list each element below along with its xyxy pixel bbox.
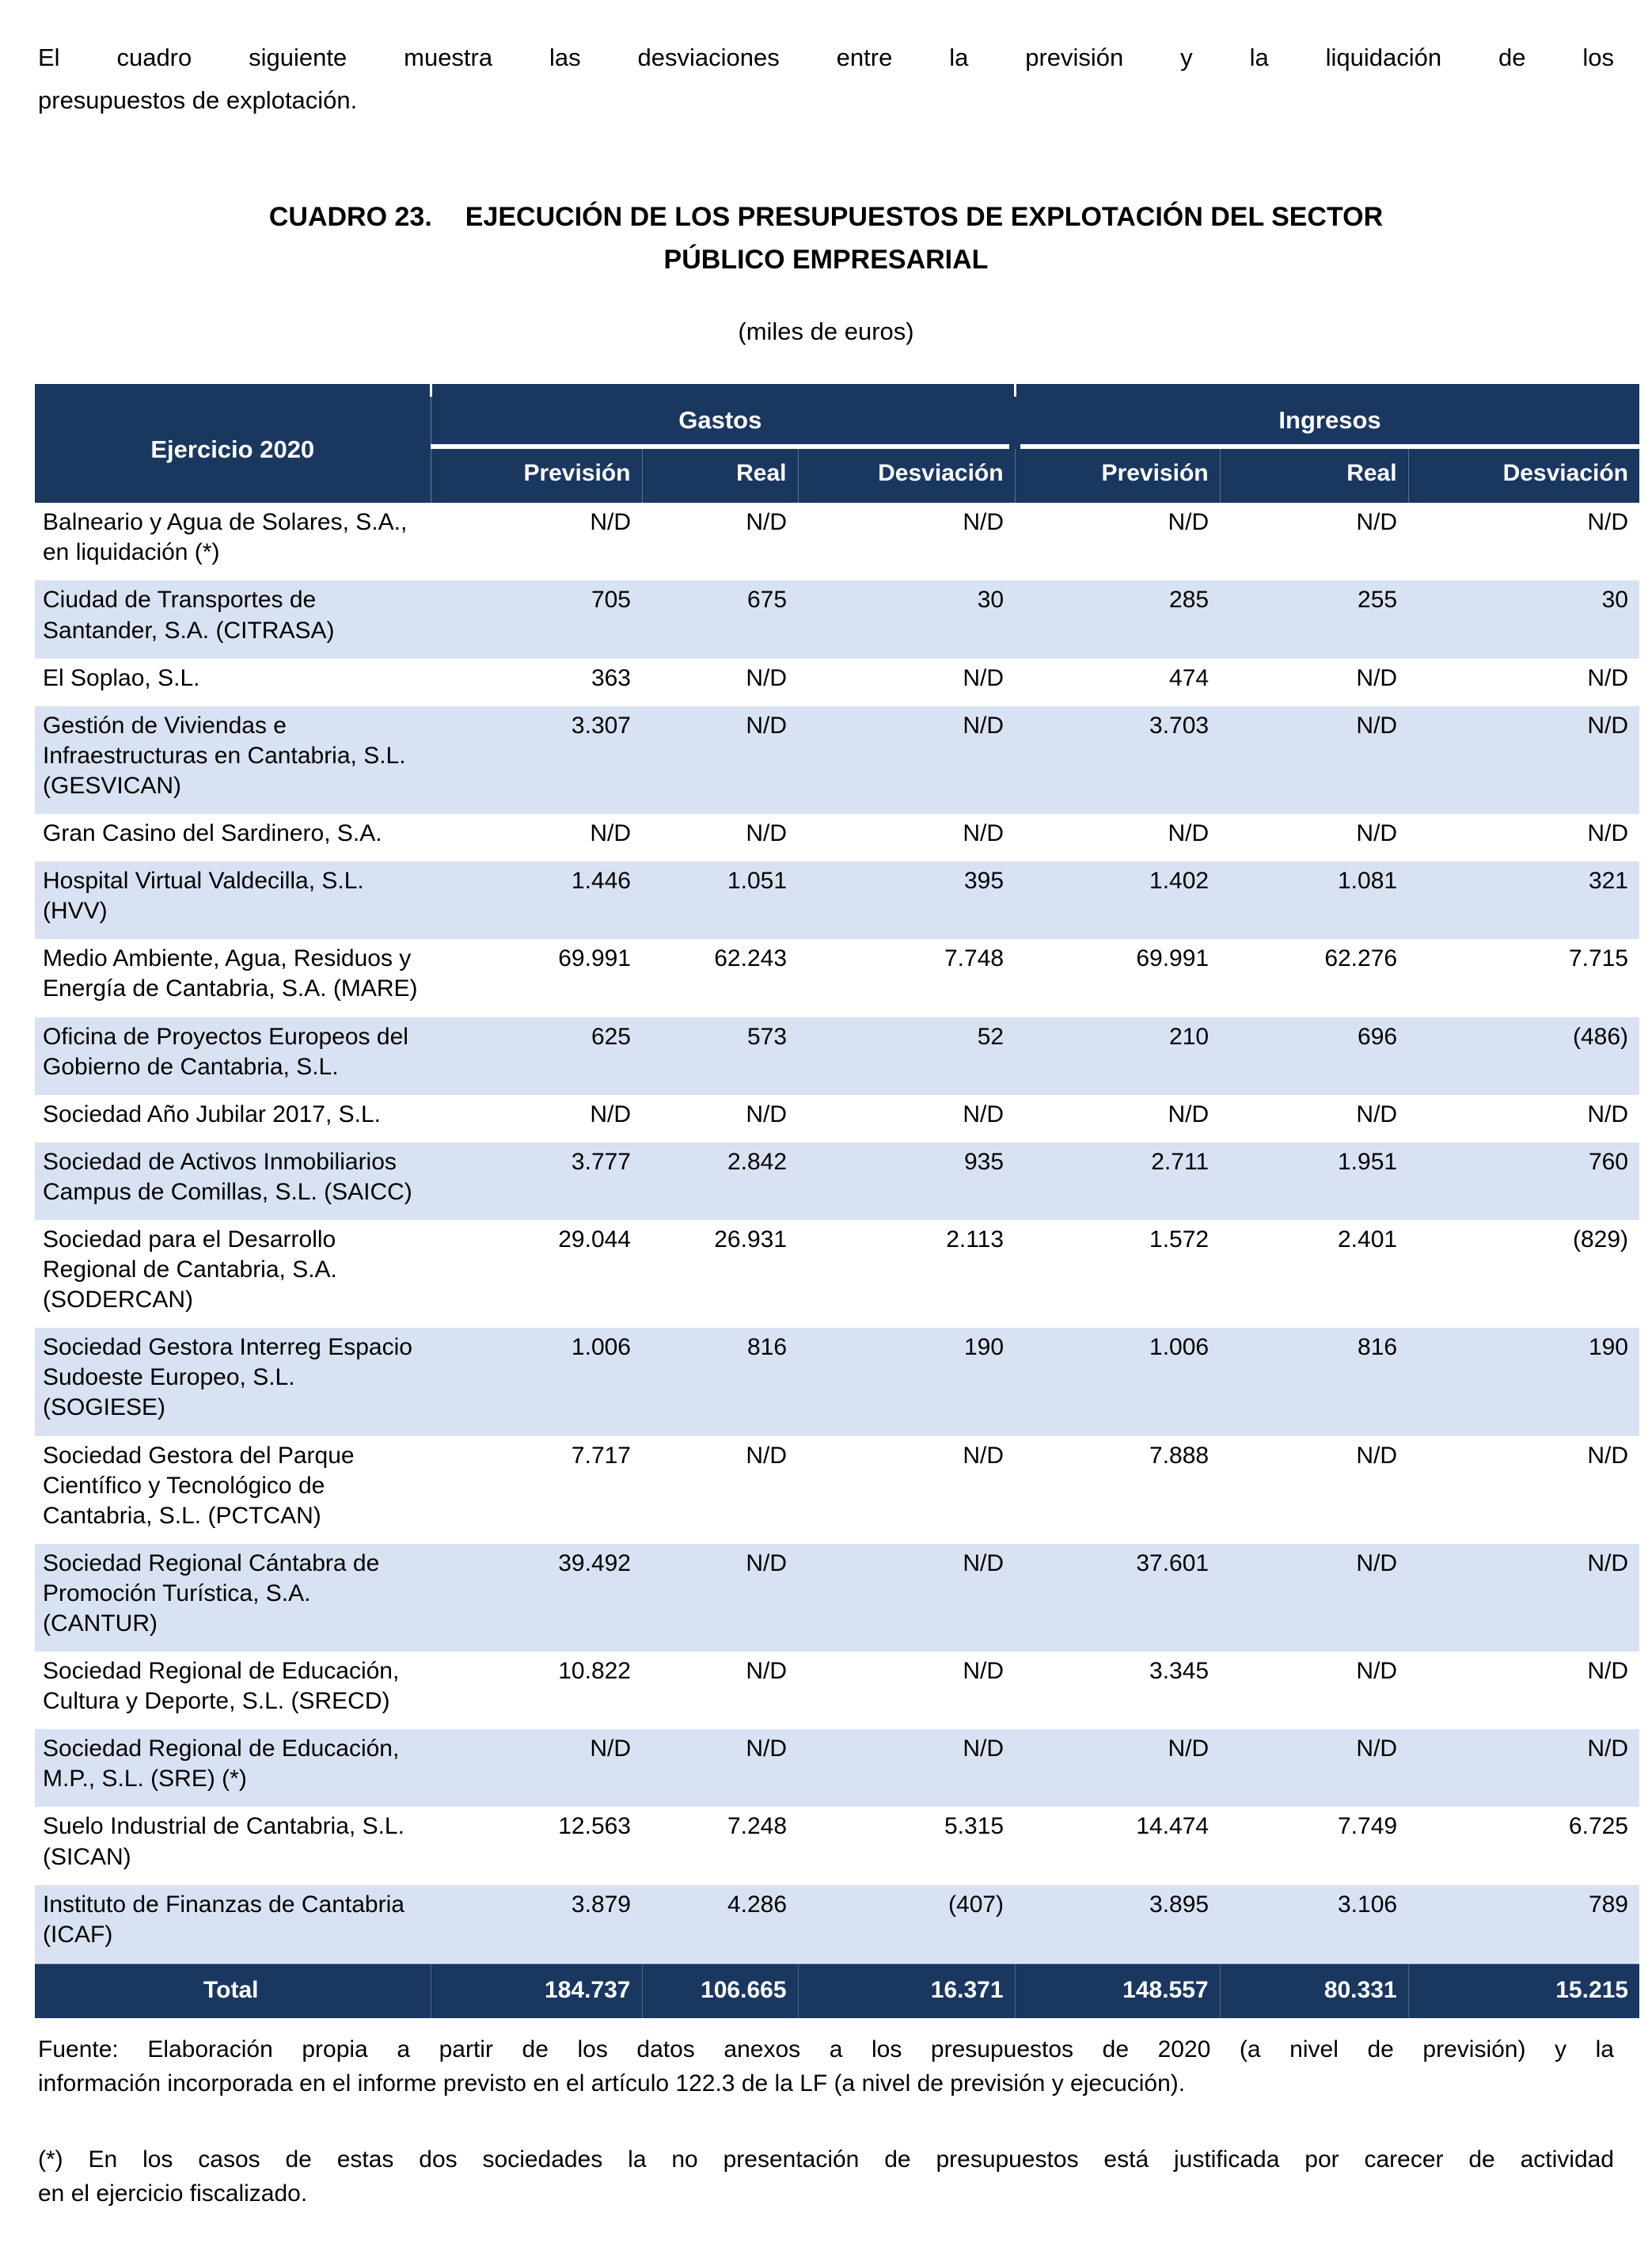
table-row [35,1729,1639,1807]
execution-budget-table [35,384,1639,2018]
value-cell: 7.748 [944,945,1004,972]
value-cell: 2.842 [642,1142,798,1220]
value-cell: 1.572 [1149,1226,1210,1253]
value-cell: 210 [1015,1017,1220,1095]
value-cell: N/D [963,1658,1004,1685]
value-cell: 26.931 [714,1226,788,1253]
table-row [35,814,1639,861]
value-cell: N/D [1220,1729,1408,1807]
subheader-ingresos-real: Real [1220,447,1408,503]
value-cell: N/D [746,820,788,847]
value-cell: 37.601 [1015,1544,1220,1652]
value-cell: 816 [1220,1328,1408,1435]
entity-name: Sociedad para el Desarrollo Regional de Cantabria, S.A. (SODERCAN) [43,1226,337,1313]
header-top-strip [35,384,1639,397]
value-cell: N/D [590,509,631,536]
value-cell: 705 [431,580,642,658]
value-cell: 62.243 [714,945,788,972]
value-cell: N/D [746,1442,788,1469]
group-header-gastos: Gastos [431,397,1015,447]
entity-name: Suelo Industrial de Cantabria, S.L. (SICAN) [43,1813,404,1870]
value-cell: N/D [1356,1442,1398,1469]
value-cell: 3.879 [431,1885,642,1964]
value-cell: N/D [1587,1101,1628,1127]
value-cell: 39.492 [431,1544,642,1652]
value-cell: N/D [963,1101,1004,1127]
value-cell: N/D [1220,706,1408,814]
total-ingresos-desviacion: 15.215 [1408,1964,1639,2018]
value-cell: 52 [798,1017,1015,1095]
total-row [35,1964,1639,2018]
asterisk-note [38,2142,1614,2211]
total-ingresos-real: 80.331 [1220,1964,1408,2018]
table-row [35,1142,1639,1220]
table-header [35,384,1639,503]
value-cell: 7.715 [1568,945,1628,972]
entity-name: Sociedad Regional Cántabra de Promoción Turística, S.A. (CANTUR) [35,1544,431,1652]
table-row [35,1544,1639,1652]
table-footer [35,1964,1639,2018]
value-cell: N/D [1356,820,1398,847]
strip-corner [35,384,431,397]
value-cell: N/D [1587,820,1628,847]
value-cell: N/D [798,706,1015,814]
value-cell: N/D [431,1729,642,1807]
value-cell: 14.474 [1136,1813,1210,1840]
value-cell: 3.777 [431,1142,642,1220]
value-cell: 30 [1408,580,1639,658]
group-header-ingresos: Ingresos [1015,397,1639,447]
value-cell: N/D [1587,1658,1628,1685]
table-row [35,503,1639,580]
total-gastos-desviacion: 16.371 [798,1964,1015,2018]
value-cell: 7.717 [571,1442,631,1469]
table-title [35,196,1617,282]
value-cell: 7.248 [727,1813,788,1840]
table-row [35,861,1639,939]
value-cell: 1.006 [1015,1328,1220,1435]
value-cell: N/D [1168,820,1210,847]
value-cell: N/D [746,509,788,536]
value-cell: 3.703 [1015,706,1220,814]
value-cell: 573 [642,1017,798,1095]
total-label: Total [35,1964,431,2018]
value-cell: 363 [591,664,631,691]
subheader-gastos-real: Real [642,447,798,503]
value-cell: N/D [746,664,788,691]
entity-name: El Soplao, S.L. [43,664,200,691]
value-cell: 935 [798,1142,1015,1220]
value-cell: 2.113 [946,1226,1004,1253]
intro-paragraph [38,36,1614,123]
value-cell: 5.315 [944,1813,1004,1840]
value-cell: 69.991 [1136,945,1210,972]
value-cell: 3.307 [431,706,642,814]
table-title-text: EJECUCIÓN DE LOS PRESUPUESTOS DE EXPLOTACIÓN DEL SECTOR [465,201,1384,232]
value-cell: 1.081 [1220,861,1408,939]
value-cell: 760 [1408,1142,1639,1220]
table-row [35,1652,1639,1729]
value-cell: 7.749 [1338,1813,1398,1840]
table-row [35,1885,1639,1964]
value-cell: 2.401 [1338,1226,1398,1253]
value-cell: 1.051 [642,861,798,939]
value-cell: N/D [1168,1101,1210,1127]
source-note-line-2: información incorporada en el informe previsto en el artículo 122.3 de la LF (a nivel de previsión y ejecución). [38,2070,1186,2097]
table-number: CUADRO 23. [268,201,432,232]
value-cell: 2.711 [1015,1142,1220,1220]
value-cell: (486) [1408,1017,1639,1095]
entity-name: Ciudad de Transportes de Santander, S.A. (CITRASA) [35,580,431,658]
value-cell: N/D [798,1544,1015,1652]
entity-name: Gran Casino del Sardinero, S.A. [43,820,382,847]
value-cell: N/D [1408,706,1639,814]
value-cell: 4.286 [642,1885,798,1964]
value-cell: N/D [746,1101,788,1127]
value-cell: 3.345 [1149,1658,1210,1685]
value-cell: N/D [963,509,1004,536]
source-note-line-1: Fuente: Elaboración propia a partir de los datos anexos a los presupuestos de 2020 (a nivel de previsión) y la [38,2036,1614,2062]
asterisk-note-line-1: (*) En los casos de estas dos sociedades la no presentación de presupuestos está justificada por carecer de actividad [38,2146,1614,2173]
value-cell: N/D [1356,509,1398,536]
subheader-gastos-prevision: Previsión [431,447,642,503]
value-cell: N/D [642,1729,798,1807]
value-cell: 12.563 [558,1813,631,1840]
table-title-line-2: PÚBLICO EMPRESARIAL [663,244,989,275]
source-note [38,2032,1614,2101]
value-cell: 789 [1408,1885,1639,1964]
table-row [35,1017,1639,1095]
value-cell: 3.895 [1015,1885,1220,1964]
value-cell: 62.276 [1324,945,1398,972]
value-cell: N/D [1587,509,1628,536]
value-cell: N/D [590,820,631,847]
entity-name: Sociedad Año Jubilar 2017, S.L. [43,1101,381,1127]
entity-name: Sociedad de Activos Inmobiliarios Campus de Comillas, S.L. (SAICC) [35,1142,431,1220]
table-row [35,1095,1639,1142]
value-cell: 30 [798,580,1015,658]
entity-name: Hospital Virtual Valdecilla, S.L. (HVV) [35,861,431,939]
value-cell: 696 [1220,1017,1408,1095]
value-cell: 29.044 [558,1226,631,1253]
value-cell: N/D [1408,1729,1639,1807]
entity-name: Sociedad Gestora del Parque Científico y Tecnológico de Cantabria, S.L. (PCTCAN) [43,1442,355,1529]
strip-gastos [431,384,1015,397]
value-cell: 1.402 [1015,861,1220,939]
value-cell: N/D [1220,1544,1408,1652]
table-row [35,1328,1639,1435]
subheader-ingresos-prevision: Previsión [1015,447,1220,503]
value-cell: N/D [1587,1442,1628,1469]
value-cell: 395 [798,861,1015,939]
table-units: (miles de euros) [738,317,914,346]
table-title-line-1 [35,196,1617,238]
entity-name: Medio Ambiente, Agua, Residuos y Energía de Cantabria, S.A. (MARE) [43,945,418,1002]
intro-line-1: El cuadro siguiente muestra las desviaciones entre la previsión y la liquidación de los [38,44,1614,71]
value-cell: 816 [642,1328,798,1435]
intro-line-2: presupuestos de explotación. [38,86,358,115]
table-row [35,1436,1639,1544]
value-cell: 7.888 [1149,1442,1210,1469]
value-cell: N/D [746,1658,788,1685]
value-cell: 321 [1408,861,1639,939]
value-cell: N/D [963,820,1004,847]
value-cell: N/D [1587,664,1628,691]
total-ingresos-prevision: 148.557 [1015,1964,1220,2018]
value-cell: N/D [963,664,1004,691]
entity-name: Balneario y Agua de Solares, S.A., en liquidación (*) [43,509,408,566]
value-cell: N/D [963,1442,1004,1469]
value-cell: N/D [590,1101,631,1127]
value-cell: 6.725 [1568,1813,1628,1840]
entity-name: Sociedad Regional de Educación, M.P., S.L. (SRE) (*) [35,1729,431,1807]
corner-header: Ejercicio 2020 [35,397,431,503]
value-cell: 3.106 [1220,1885,1408,1964]
value-cell: N/D [1408,1544,1639,1652]
value-cell: N/D [642,1544,798,1652]
value-cell: 1.446 [431,861,642,939]
entity-name: Oficina de Proyectos Europeos del Gobierno de Cantabria, S.L. [35,1017,431,1095]
value-cell: 10.822 [558,1658,631,1685]
table-row [35,1220,1639,1328]
total-gastos-prevision: 184.737 [431,1964,642,2018]
entity-name: Instituto de Finanzas de Cantabria (ICAF) [35,1885,431,1964]
entity-name: Sociedad Regional de Educación, Cultura y Deporte, S.L. (SRECD) [43,1658,400,1715]
value-cell: N/D [1356,1658,1398,1685]
group-header-row [35,397,1639,447]
table-row [35,939,1639,1017]
value-cell: N/D [798,1729,1015,1807]
value-cell: 285 [1015,580,1220,658]
value-cell: 474 [1169,664,1210,691]
value-cell: 1.006 [431,1328,642,1435]
total-gastos-real: 106.665 [642,1964,798,2018]
value-cell: 1.951 [1220,1142,1408,1220]
subheader-gastos-desviacion: Desviación [798,447,1015,503]
value-cell: 625 [431,1017,642,1095]
asterisk-note-line-2: en el ejercicio fiscalizado. [38,2180,308,2207]
value-cell: 69.991 [558,945,631,972]
table-row [35,580,1639,658]
value-cell: 675 [642,580,798,658]
value-cell: (829) [1572,1226,1628,1253]
value-cell: 190 [798,1328,1015,1435]
entity-name: Gestión de Viviendas e Infraestructuras en Cantabria, S.L. (GESVICAN) [35,706,431,814]
strip-ingresos [1015,384,1639,397]
value-cell: N/D [642,706,798,814]
table-row [35,706,1639,814]
value-cell: N/D [1015,1729,1220,1807]
subheader-ingresos-desviacion: Desviación [1408,447,1639,503]
value-cell: (407) [798,1885,1015,1964]
value-cell: 190 [1408,1328,1639,1435]
value-cell: N/D [1356,664,1398,691]
table-row [35,659,1639,706]
table-body [35,503,1639,1964]
entity-name: Sociedad Gestora Interreg Espacio Sudoeste Europeo, S.L. (SOGIESE) [35,1328,431,1435]
value-cell: N/D [1356,1101,1398,1127]
value-cell: N/D [1168,509,1210,536]
value-cell: 255 [1220,580,1408,658]
table-row [35,1807,1639,1884]
